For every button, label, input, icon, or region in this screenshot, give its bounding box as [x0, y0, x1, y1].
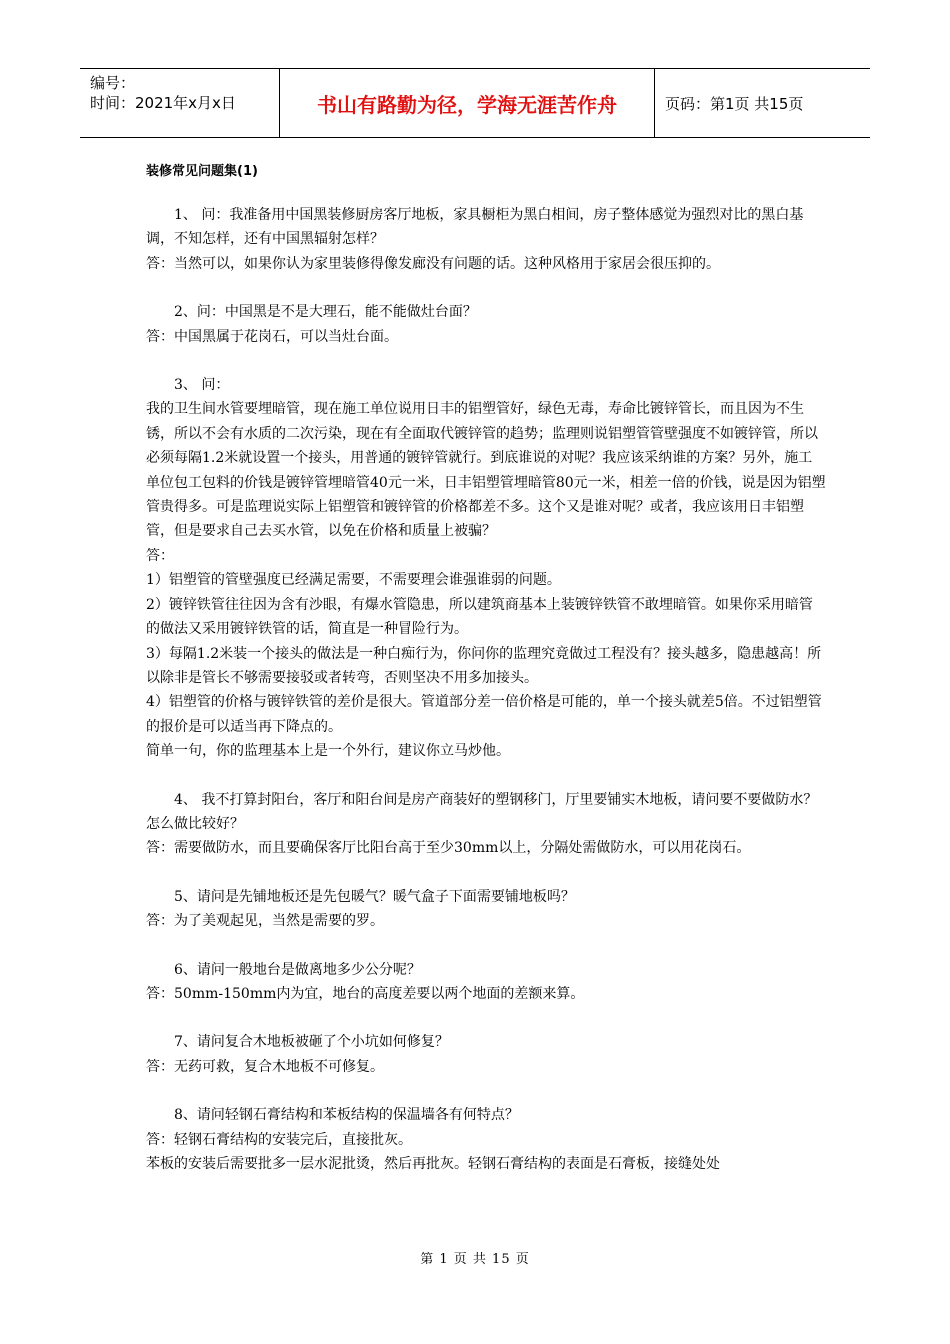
paragraph-gap: [146, 1006, 826, 1030]
answer-paragraph: 答：中国黑属于花岗石，可以当灶台面。: [146, 328, 398, 345]
paragraph-gap: [146, 349, 826, 373]
page-footer: 第 1 页 共 15 页: [420, 1252, 530, 1267]
answer-paragraph: 答：为了美观起见，当然是需要的罗。: [146, 913, 384, 930]
answer-paragraph: 答：当然可以，如果你认为家里装修得像发廊没有问题的话。这种风格用于家居会很压抑的。: [146, 255, 720, 272]
answer-paragraph: 答：无药可救，复合木地板不可修复。: [146, 1058, 384, 1075]
document-title: 装修常见问题集(1): [146, 164, 258, 179]
question-paragraph: 1、 问：我准备用中国黑装修厨房客厅地板，家具橱柜为黑白相间，房子整体感觉为强烈对比的黑白基调，不知怎样，还有中国黑辐射怎样？: [146, 207, 804, 248]
paragraph-gap: [146, 861, 826, 885]
time-label: 时间：2021年x月x日: [90, 94, 236, 112]
question-paragraph: 3、 问：: [174, 377, 230, 394]
answer-paragraph: 3）每隔1.2米装一个接头的做法是一种白痴行为，你问你的监理究竟做过工程没有？接头越多，隐患越高！所以除非是管长不够需要接驳或者转弯，否则坚决不用多加接头。: [146, 645, 822, 686]
page-code: 页码：第1页 共15页: [665, 94, 804, 113]
answer-paragraph: 简单一句，你的监理基本上是一个外行，建议你立马炒他。: [146, 743, 510, 760]
question-paragraph: 8、请问轻钢石膏结构和苯板结构的保温墙各有何特点？: [174, 1107, 519, 1124]
answer-paragraph: 答：: [146, 547, 174, 564]
answer-paragraph: 1）铝塑管的管壁强度已经满足需要，不需要理会谁强谁弱的问题。: [146, 572, 561, 589]
paragraph-gap: [146, 1079, 826, 1103]
answer-paragraph: 答：50mm-150mm内为宜，地台的高度差要以两个地面的差额来算。: [146, 985, 585, 1002]
answer-paragraph: 2）镀锌铁管往往因为含有沙眼，有爆水管隐患，所以建筑商基本上装镀锌铁管不敢埋暗管。如果你采用暗管的做法又采用镀锌铁管的话，简直是一种冒险行为。: [146, 596, 813, 638]
answer-paragraph: 我的卫生间水管要埋暗管，现在施工单位说用日丰的铝塑管好，绿色无毒，寿命比镀锌管长，而且因为不生锈，所以不会有水质的二次污染，现在有全面取代镀锌管的趋势；监理则说铝塑管管壁强度不如镀锌管，所以必须每隔1.2米就设置一个接头，用普通的镀锌管就行。到底谁说的对呢？我应该采纳谁的方案？另外，施工单位包工包料的价钱是镀锌管埋暗管40元一米，日丰铝塑管埋暗管80元一米，相差一倍的价钱，说是因为铝塑管贵得多。可是监理说实际上铝塑管和镀锌管的价格都差不多。这个又是谁对呢？或者，我应该用日丰铝塑管，但是要求自己去买水管，以免在价格和质量上被骗？: [146, 401, 826, 540]
paragraph-gap: [146, 276, 826, 300]
answer-paragraph: 答：需要做防水，而且要确保客厅比阳台高于至少30mm以上，分隔处需做防水，可以用花岗石。: [146, 840, 751, 857]
answer-paragraph: 答：轻钢石膏结构的安装完后，直接批灰。: [146, 1131, 412, 1148]
question-paragraph: 5、请问是先铺地板还是先包暖气？暖气盒子下面需要铺地板吗？: [174, 888, 575, 905]
question-paragraph: 7、请问复合木地板被砸了个小坑如何修复？: [174, 1034, 449, 1051]
number-label: 编号：: [90, 74, 136, 92]
motto: 书山有路勤为径，学海无涯苦作舟: [280, 69, 655, 137]
header-info: [80, 69, 280, 137]
question-paragraph: 6、请问一般地台是做离地多少公分呢？: [174, 961, 421, 978]
answer-paragraph: 4）铝塑管的价格与镀锌铁管的差价是很大。管道部分差一倍价格是可能的，单一个接头就差5倍。不过铝塑管的报价是可以适当再下降点的。: [146, 694, 822, 735]
paragraph-gap: [146, 764, 826, 788]
header-table: [80, 68, 870, 138]
question-paragraph: 4、 我不打算封阳台，客厅和阳台间是房产商装好的塑钢移门，厅里要铺实木地板，请问要不要做防水？怎么做比较好？: [146, 791, 818, 832]
answer-paragraph: 苯板的安装后需要批多一层水泥批烫，然后再批灰。轻钢石膏结构的表面是石膏板，接缝处处: [146, 1156, 720, 1172]
document-body: [146, 203, 826, 1176]
paragraph-gap: [146, 934, 826, 958]
question-paragraph: 2、问：中国黑是不是大理石，能不能做灶台面？: [174, 304, 477, 321]
